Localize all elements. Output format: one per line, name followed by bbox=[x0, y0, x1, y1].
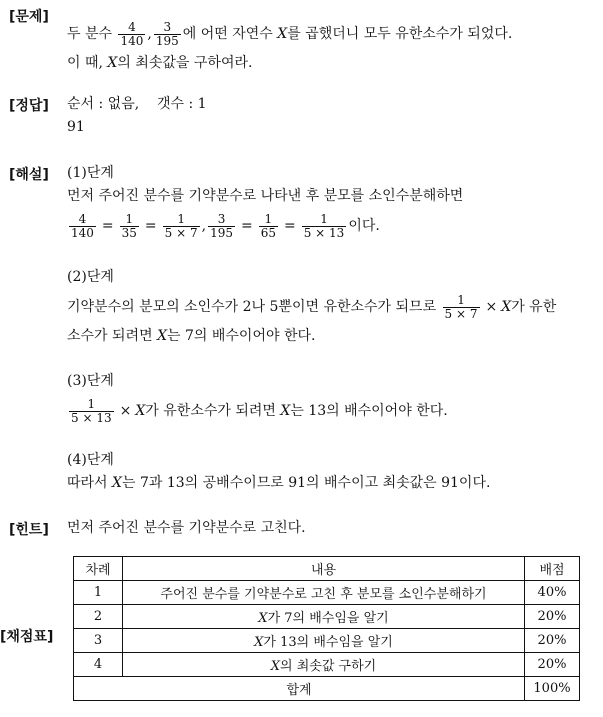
total-score: 100% bbox=[525, 677, 580, 701]
problem-line-2: 이 때, X의 최솟값을 구하여라. bbox=[67, 55, 253, 71]
solution-tag: [해설] bbox=[9, 167, 49, 183]
hint-text: 먼저 주어진 분수를 기약분수로 고친다. bbox=[67, 520, 306, 536]
header-content: 내용 bbox=[123, 557, 525, 581]
table-row: 4 X의 최솟값 구하기 20% bbox=[74, 653, 580, 677]
problem-tag: [문제] bbox=[9, 9, 49, 25]
answer-tag: [정답] bbox=[9, 98, 49, 114]
problem-line-1: 두 분수 $\frac{4}{140}$ , $\frac{3}{195}$ 에 어떤 자연수 X 를 곱했더니 모두 유한소수가 되었다. bbox=[67, 19, 513, 48]
step3-line: $\frac{1}{5 \times 13}$ × X 가 유한소수가 되려면 X 는 13의 배수이어야 한다. bbox=[71, 396, 448, 425]
table-row: 2 X가 7의 배수임을 알기 20% bbox=[74, 605, 580, 629]
table-row: 1 주어진 분수를 기약분수로 고친 후 분모를 소인수분해하기 40% bbox=[74, 581, 580, 605]
fraction-3-195: $\frac{3}{195}$ bbox=[155, 19, 179, 48]
step-title: (1)단계 bbox=[67, 165, 114, 181]
answer-body bbox=[67, 93, 599, 139]
var-x: X bbox=[107, 55, 118, 71]
rubric-table bbox=[73, 556, 580, 701]
step2-line-2: 소수가 되려면 X는 7의 배수이어야 한다. bbox=[67, 328, 316, 344]
hint-tag: [힌트] bbox=[9, 522, 49, 538]
solution-step-4 bbox=[67, 449, 599, 495]
step2-line-1: 기약분수의 분모의 소인수가 2나 5뿐이면 유한소수가 되므로 $\frac{1}{5 \times 7}$ × X 가 유한 bbox=[67, 292, 557, 321]
step1-equation: $\frac{4}{140}$ = $\frac{1}{35}$ = $\frac{1}{5 \times 7}$ , $\frac{3}{195}$ = $\frac{1}{65}$ = $\frac{1}{5 \times 13}$ 이다. bbox=[71, 211, 380, 240]
step4-line: 따라서 X는 7과 13의 공배수이므로 91의 배수이고 최솟값은 91이다. bbox=[67, 475, 491, 491]
step-text: 먼저 주어진 분수를 기약분수로 나타낸 후 분모를 소인수분해하면 bbox=[67, 188, 464, 204]
var-x: X bbox=[280, 402, 291, 419]
rubric-header-row bbox=[74, 557, 580, 581]
fraction-4-140: $\frac{4}{140}$ bbox=[120, 19, 144, 48]
header-score: 배점 bbox=[525, 557, 580, 581]
var-x: X bbox=[277, 25, 288, 42]
var-x: X bbox=[135, 402, 146, 419]
step-title: (4)단계 bbox=[67, 452, 114, 468]
var-x: X bbox=[258, 611, 268, 626]
var-x: X bbox=[112, 475, 122, 491]
var-x: X bbox=[157, 328, 168, 344]
problem-body bbox=[67, 16, 599, 75]
table-row: 3 X가 13의 배수임을 알기 20% bbox=[74, 629, 580, 653]
solution-step-2 bbox=[67, 266, 599, 348]
answer-line-1: 순서 : 없음, 갯수 : 1 bbox=[67, 96, 207, 112]
step-title: (3)단계 bbox=[67, 373, 114, 389]
var-x: X bbox=[501, 298, 512, 315]
step-title: (2)단계 bbox=[67, 269, 114, 285]
answer-line-2: 91 bbox=[67, 119, 85, 135]
total-label: 합계 bbox=[74, 677, 525, 701]
header-order: 차례 bbox=[74, 557, 123, 581]
rubric-tag: [채점표] bbox=[0, 629, 54, 645]
solution-step-3 bbox=[67, 370, 599, 429]
rubric-total-row bbox=[74, 677, 580, 701]
var-x: X bbox=[254, 635, 264, 650]
solution-step-1 bbox=[67, 162, 599, 244]
var-x: X bbox=[270, 659, 281, 674]
